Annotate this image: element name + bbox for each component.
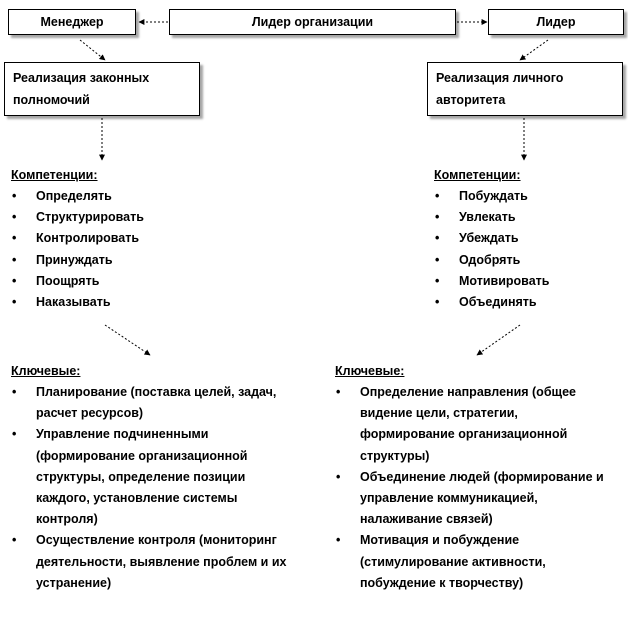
right-realization-box [427, 62, 623, 116]
left-competencies [11, 165, 211, 313]
manager-box [8, 9, 136, 35]
item-line: деятельности, выявление проблем и их [36, 554, 287, 569]
item-line: • Управление подчиненными [36, 427, 209, 442]
list-item [335, 530, 625, 594]
item-line: контроля) [36, 512, 98, 527]
list-item: • Поощрять [11, 271, 211, 292]
arrow-manager-to-left-box [80, 40, 105, 60]
item-line: структуры, определение позиции [36, 469, 246, 484]
list-item: • Определять [11, 186, 211, 207]
item-line: управление коммуникацией, [360, 491, 538, 506]
right-competencies-list [434, 186, 624, 313]
list-item [11, 530, 311, 594]
left-realization-line: Реализация законных [13, 71, 150, 85]
leader-label: Лидер [536, 15, 576, 29]
leader-box [488, 9, 624, 35]
list-item [11, 424, 311, 530]
item-line: (формирование организационной [36, 448, 248, 463]
list-item [11, 382, 311, 424]
item-line: структуры) [360, 448, 430, 463]
item-line: расчет ресурсов) [36, 406, 144, 421]
item-line: • Объединение людей (формирование и [360, 469, 604, 484]
manager-label: Менеджер [40, 15, 104, 29]
left-realization-box [4, 62, 200, 116]
item-line: побуждение к творчеству) [360, 575, 524, 590]
list-item: • Одобрять [434, 250, 624, 271]
list-item [335, 467, 625, 531]
left-key-title: Ключевые: [11, 364, 81, 378]
right-key-title: Ключевые: [335, 364, 405, 378]
item-line: устранение) [36, 575, 112, 590]
org-leader-box [169, 9, 456, 35]
right-competencies [434, 165, 624, 313]
item-line: • Определение направления (общее [360, 385, 576, 399]
item-line: • Осуществление контроля (мониторинг [36, 533, 277, 548]
arrow-leader-to-right-box [520, 40, 548, 60]
left-key-list [11, 382, 311, 594]
item-line: налаживание связей) [360, 512, 493, 527]
list-item: • Принуждать [11, 250, 211, 271]
list-item: • Наказывать [11, 292, 211, 313]
right-realization-line: Реализация личного [436, 71, 564, 85]
list-item [335, 382, 625, 467]
arrow-left-competencies-to-key [105, 325, 150, 355]
left-realization-line: полномочий [13, 93, 90, 107]
item-line: • Мотивация и побуждение [360, 533, 520, 548]
list-item: • Объединять [434, 292, 624, 313]
item-line: каждого, установление системы [36, 491, 238, 506]
right-realization-line: авторитета [436, 93, 506, 107]
item-line: • Планирование (поставка целей, задач, [36, 385, 277, 399]
item-line: формирование организационной [360, 427, 568, 442]
list-item: • Убеждать [434, 228, 624, 249]
right-competencies-title: Компетенции: [434, 168, 521, 182]
list-item: • Увлекать [434, 207, 624, 228]
list-item: • Мотивировать [434, 271, 624, 292]
org-leader-label: Лидер организации [251, 15, 374, 29]
right-key-list [335, 382, 625, 594]
item-line: видение цели, стратегии, [360, 406, 518, 421]
item-line: (стимулирование активности, [360, 554, 546, 569]
left-competencies-title: Компетенции: [11, 168, 98, 182]
list-item: • Побуждать [434, 186, 624, 207]
list-item: • Структурировать [11, 207, 211, 228]
left-key [11, 361, 311, 594]
list-item: • Контролировать [11, 228, 211, 249]
right-key [335, 361, 625, 594]
arrow-right-competencies-to-key [477, 325, 520, 355]
left-competencies-list [11, 186, 211, 313]
